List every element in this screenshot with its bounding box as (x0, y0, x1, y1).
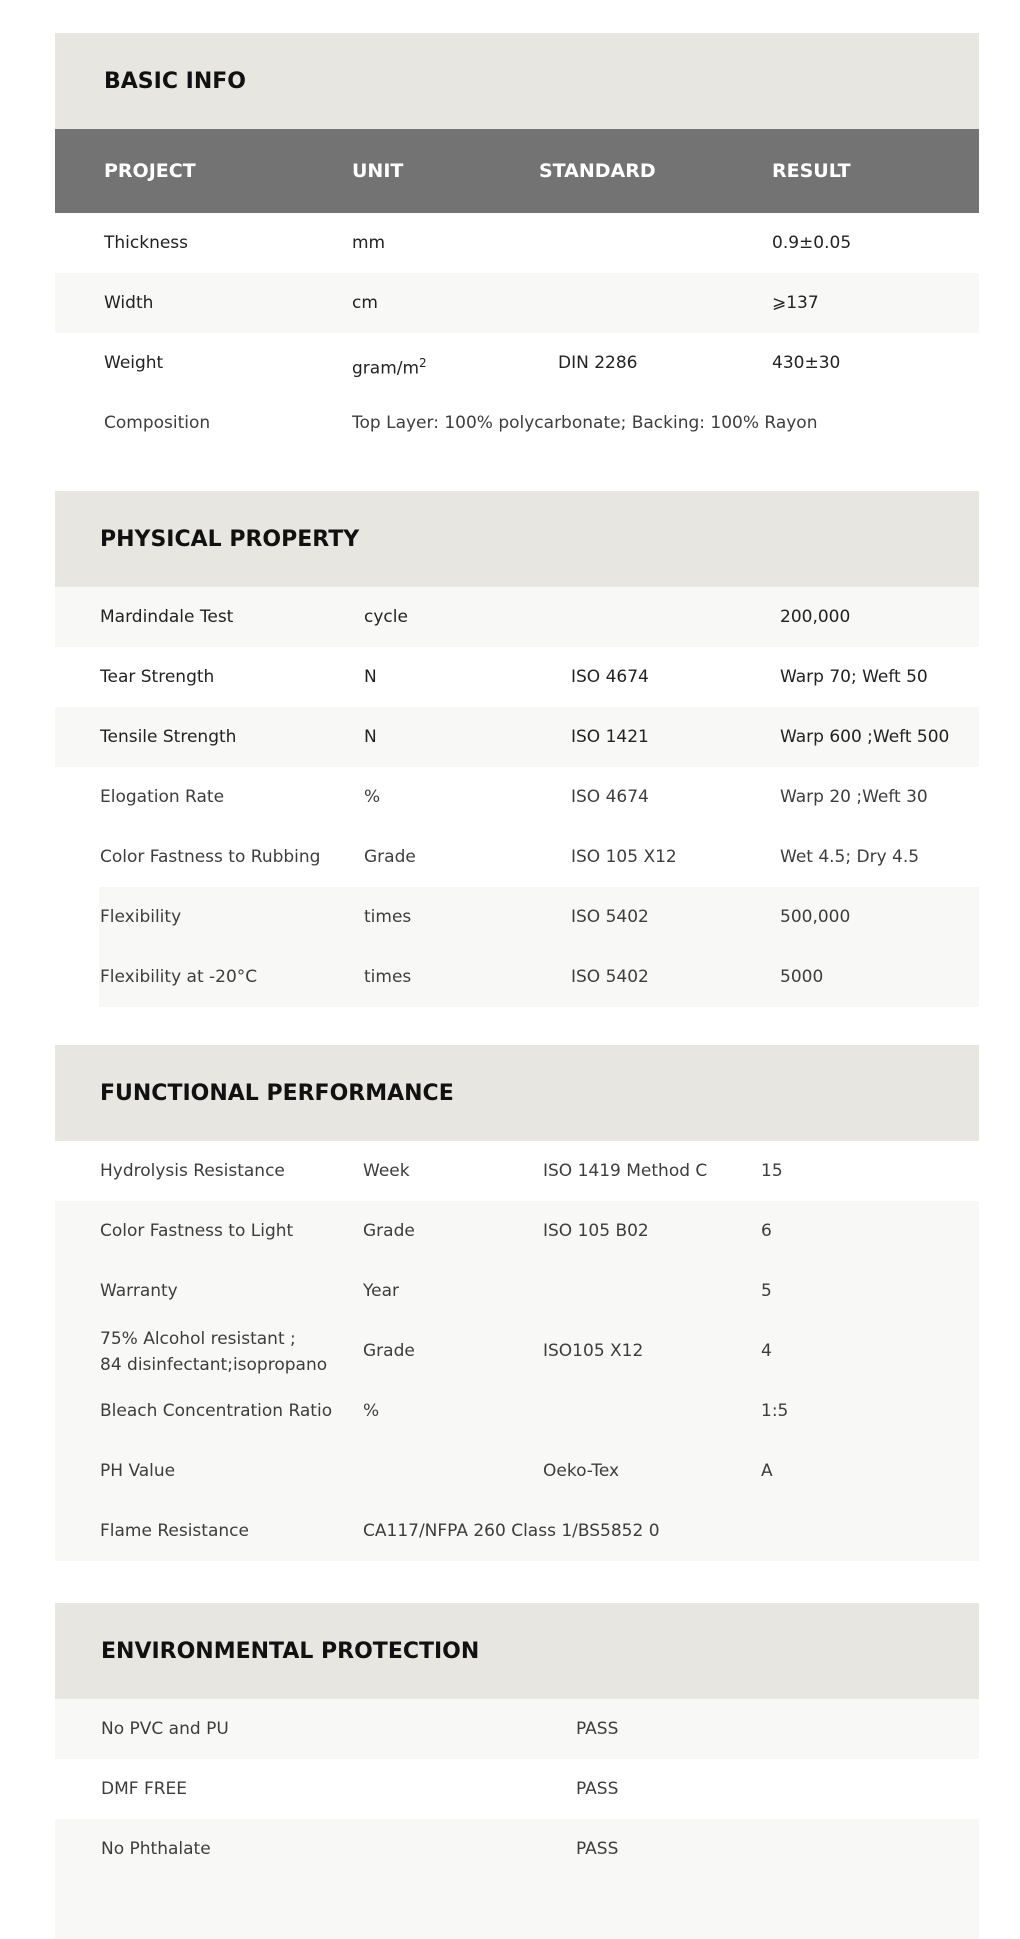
cell-project: No PVC and PU (101, 1719, 229, 1739)
table-row (55, 333, 979, 393)
section-title-physical-property: PHYSICAL PROPERTY (55, 491, 979, 587)
cell-project: Tear Strength (100, 667, 215, 687)
cell-project: DMF FREE (101, 1779, 188, 1799)
header-standard: STANDARD (539, 160, 656, 182)
cell-unit (352, 333, 427, 399)
column-header-row (55, 129, 979, 213)
project-line-2: 84 disinfectant;isopropano (100, 1355, 328, 1375)
cell-unit: times (364, 967, 412, 987)
spacer (55, 1561, 979, 1603)
table-row (55, 827, 979, 887)
table-row (55, 1141, 979, 1201)
cell-project: Tensile Strength (100, 727, 237, 747)
cell-standard: ISO 5402 (571, 967, 649, 987)
cell-project: Color Fastness to Light (100, 1221, 294, 1241)
cell-result: Warp 70; Weft 50 (780, 667, 928, 687)
table-row (55, 1819, 979, 1879)
cell-standard: ISO 4674 (571, 667, 649, 687)
spacer (55, 453, 979, 491)
cell-standard: ISO 1419 Method C (543, 1161, 708, 1181)
table-row (55, 273, 979, 333)
cell-result: 1:5 (761, 1401, 789, 1421)
cell-project: Bleach Concentration Ratio (100, 1401, 333, 1421)
cell-standard: DIN 2286 (558, 353, 638, 373)
table-row (55, 1441, 979, 1501)
cell-result: 5 (761, 1281, 772, 1301)
cell-result: PASS (576, 1779, 619, 1799)
table-row (55, 707, 979, 767)
table-row (55, 1321, 979, 1381)
cell-standard: ISO 105 X12 (571, 847, 677, 867)
cell-unit: N (364, 727, 377, 747)
cell-unit: cycle (364, 607, 408, 627)
cell-result: 15 (761, 1161, 783, 1181)
cell-project: Elogation Rate (100, 787, 225, 807)
cell-standard: Oeko-Tex (543, 1461, 620, 1481)
table-row (55, 1261, 979, 1321)
cell-project: Flame Resistance (100, 1521, 249, 1541)
cell-result: PASS (576, 1839, 619, 1859)
table-row (55, 1699, 979, 1759)
unit-superscript: 2 (419, 356, 427, 370)
cell-standard: ISO105 X12 (543, 1341, 644, 1361)
table-row (55, 393, 979, 453)
table-row (55, 947, 979, 1007)
header-unit: UNIT (352, 160, 404, 182)
cell-standard: ISO 105 B02 (543, 1221, 649, 1241)
cell-result: 0.9±0.05 (772, 233, 852, 253)
cell-project: Weight (104, 353, 164, 373)
cell-result: Wet 4.5; Dry 4.5 (780, 847, 920, 867)
cell-standard: ISO 1421 (571, 727, 649, 747)
cell-wide: CA117/NFPA 260 Class 1/BS5852 0 (363, 1521, 660, 1541)
cell-result: 500,000 (780, 907, 851, 927)
table-row (55, 213, 979, 273)
cell-result: 5000 (780, 967, 824, 987)
cell-unit: Grade (363, 1221, 415, 1241)
cell-project: PH Value (100, 1461, 176, 1481)
cell-unit: Year (363, 1281, 399, 1301)
project-line-1: 75% Alcohol resistant ; (100, 1329, 296, 1349)
table-row (55, 1381, 979, 1441)
table-row-partial (55, 1879, 979, 1939)
cell-project: No Phthalate (101, 1839, 211, 1859)
section-title-functional-performance: FUNCTIONAL PERFORMANCE (55, 1045, 979, 1141)
cell-result: 4 (761, 1341, 772, 1361)
cell-standard: ISO 5402 (571, 907, 649, 927)
table-row (55, 587, 979, 647)
table-row (55, 1501, 979, 1561)
cell-project: Color Fastness to Rubbing (100, 847, 321, 867)
cell-result: 6 (761, 1221, 772, 1241)
cell-project: Thickness (104, 233, 189, 253)
cell-project: Width (104, 293, 154, 313)
cell-unit: cm (352, 293, 378, 313)
cell-wide: Top Layer: 100% polycarbonate; Backing: 100% Rayon (352, 413, 818, 433)
table-row (55, 647, 979, 707)
header-project: PROJECT (104, 160, 196, 182)
cell-project: Warranty (100, 1281, 178, 1301)
cell-unit: Grade (364, 847, 416, 867)
table-row (55, 1201, 979, 1261)
table-row (55, 1759, 979, 1819)
cell-unit: times (364, 907, 412, 927)
cell-project: Hydrolysis Resistance (100, 1161, 285, 1181)
cell-result: Warp 600 ;Weft 500 (780, 727, 950, 747)
cell-project: Flexibility (100, 907, 182, 927)
section-title-basic-info: BASIC INFO (55, 33, 979, 129)
cell-unit: % (363, 1401, 380, 1421)
spec-sheet (55, 33, 979, 1939)
cell-unit: Week (363, 1161, 410, 1181)
cell-result: Warp 20 ;Weft 30 (780, 787, 928, 807)
cell-project: Flexibility at -20°C (100, 967, 258, 987)
cell-result: PASS (576, 1719, 619, 1739)
spacer (55, 1007, 979, 1045)
cell-result: A (761, 1461, 773, 1481)
cell-project-multiline (100, 1326, 327, 1378)
cell-unit: % (364, 787, 381, 807)
cell-unit: mm (352, 233, 386, 253)
table-row (55, 767, 979, 827)
cell-project: Composition (104, 413, 211, 433)
cell-project: Mardindale Test (100, 607, 234, 627)
cell-result: ⩾137 (772, 293, 819, 313)
unit-text: gram/m (352, 358, 420, 379)
cell-unit: N (364, 667, 377, 687)
table-row (55, 887, 979, 947)
cell-result: 430±30 (772, 353, 841, 373)
header-result: RESULT (772, 160, 851, 182)
cell-unit: Grade (363, 1341, 415, 1361)
cell-result: 200,000 (780, 607, 851, 627)
cell-standard: ISO 4674 (571, 787, 649, 807)
section-title-environmental-protection: ENVIRONMENTAL PROTECTION (55, 1603, 979, 1699)
